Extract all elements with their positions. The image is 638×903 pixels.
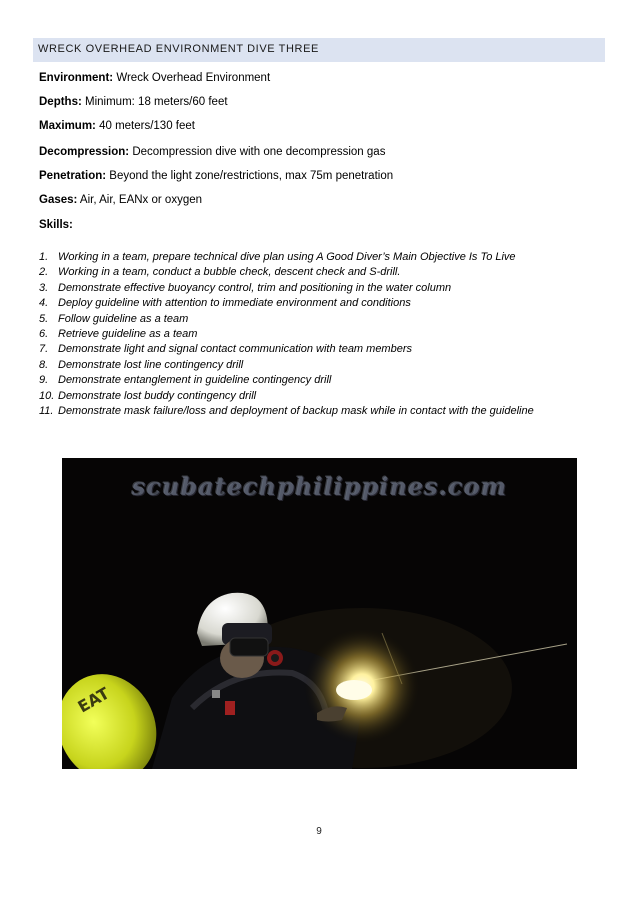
section-header	[33, 38, 605, 62]
field-gases	[39, 193, 202, 207]
photo-watermark: scubatechphilippines.com	[131, 472, 508, 501]
diver-illustration	[62, 458, 577, 769]
skills-label: Skills:	[39, 219, 73, 231]
field-decompression	[39, 145, 385, 159]
field-skills	[39, 218, 73, 232]
decompression-label: Decompression:	[39, 146, 130, 158]
skill-item: 9. Demonstrate entanglement in guideline contingency drill	[39, 374, 332, 387]
skill-item: 8. Demonstrate lost line contingency drill	[39, 358, 244, 371]
gases-label: Gases:	[39, 194, 78, 206]
section-title: WRECK OVERHEAD ENVIRONMENT DIVE THREE	[38, 43, 319, 55]
penetration-value: Beyond the light zone/restrictions, max 75m penetration	[109, 170, 394, 182]
skill-item: 3. Demonstrate effective buoyancy control, trim and positioning in the water column	[39, 281, 452, 294]
skill-item: 10. Demonstrate lost buddy contingency drill	[39, 389, 257, 402]
maximum-value: 40 meters/130 feet	[99, 120, 195, 132]
page-number: 9	[316, 826, 322, 837]
skill-item: 2. Working in a team, conduct a bubble check, descent check and S-drill.	[39, 266, 401, 279]
maximum-label: Maximum:	[39, 120, 96, 132]
skill-item: 1. Working in a team, prepare technical dive plan using A Good Diver’s Main Objective Is To Live	[39, 251, 516, 263]
field-penetration	[39, 169, 393, 183]
field-depths	[39, 95, 228, 109]
decompression-value: Decompression dive with one decompression gas	[132, 146, 386, 158]
skill-item: 11. Demonstrate mask failure/loss and deployment of backup mask while in contact with the guideline	[39, 405, 534, 418]
field-environment	[39, 71, 270, 85]
field-maximum	[39, 119, 195, 133]
skill-item: 6. Retrieve guideline as a team	[39, 328, 198, 341]
skill-item: 5. Follow guideline as a team	[39, 312, 189, 325]
svg-text:EAT: EAT	[74, 683, 113, 717]
diver-photo	[62, 458, 577, 769]
skill-item: 7. Demonstrate light and signal contact communication with team members	[39, 343, 412, 356]
skill-item: 4. Deploy guideline with attention to immediate environment and conditions	[39, 297, 411, 310]
penetration-label: Penetration:	[39, 170, 107, 182]
environment-label: Environment:	[39, 72, 114, 84]
depths-value: Minimum: 18 meters/60 feet	[85, 96, 228, 108]
skills-list	[39, 250, 534, 419]
environment-value: Wreck Overhead Environment	[116, 72, 271, 84]
gases-value: Air, Air, EANx or oxygen	[79, 194, 203, 206]
depths-label: Depths:	[39, 96, 82, 108]
